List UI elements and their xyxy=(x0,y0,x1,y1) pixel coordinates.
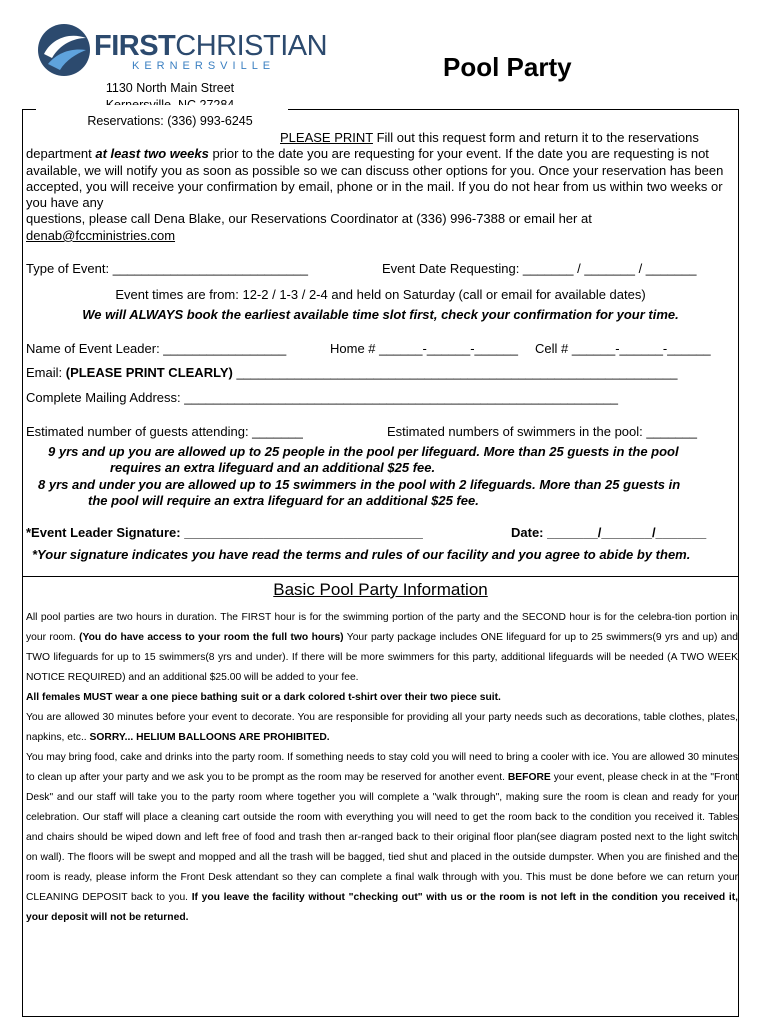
section-divider xyxy=(22,576,739,577)
rule-9-up-line2: requires an extra lifeguard and an additional $25 fee. xyxy=(110,460,436,475)
contact-line: questions, please call Dena Blake, our Reservations Coordinator at (336) 996-7388 or email her at xyxy=(26,211,592,227)
info-paragraph-decorating: You are allowed 30 minutes before your event to decorate. You are responsible for providing all your party needs such as decorations, table clothes, plates, napkins, etc.. SORRY... HELIUM BALLOONS ARE PROHIBITED. xyxy=(26,712,738,743)
event-leader-field[interactable]: Name of Event Leader: _________________ xyxy=(26,341,287,356)
mailing-address-field[interactable]: Complete Mailing Address: ____________________________________________________________ xyxy=(26,390,619,405)
please-print-label: PLEASE PRINT xyxy=(280,130,373,145)
guests-count-field[interactable]: Estimated number of guests attending: _______ xyxy=(26,424,303,439)
logo-subtitle: KERNERSVILLE xyxy=(132,60,276,72)
home-phone-field[interactable]: Home # ______-______-______ xyxy=(330,341,518,356)
event-times-text: Event times are from: 12-2 / 1-3 / 2-4 and held on Saturday (call or email for available dates) xyxy=(115,287,646,302)
email-link[interactable]: denab@fccministries.com xyxy=(26,227,176,243)
info-paragraph-cleanup: You may bring food, cake and drinks into the party room. If something needs to stay cold you will need to bring a cooler with ice. You are allowed 30 minutes to clean up after your party and we ask you to be prompt as the room may be reserved for another event. BEFORE your event, please check in at the "Front Desk" and our staff will take you to the party room where together you will complete a "walk through", making sure the room is clean and ready for your celebration. Our staff will place a cleaning cart outside the room with everything you will need to get the room back to the condition you received it. Tables and chairs should be wiped down and left free of food and trash then ar-ranged back to their original floor plan(see diagram posted next to the light switch on wall). The floors will be swept and mopped and all the trash will be bagged, tied shut and placed in the outside dumpster. When you are finished and the room is ready, please inform the Front Desk attendant so they can complete a final walk through with you. This must be done before we can return your CLEANING DEPOSIT back to you. If you leave the facility without "checking out" with us or the room is not left in the condition you received it, your deposit will not be returned. xyxy=(26,752,739,923)
pool-party-info xyxy=(26,608,738,928)
church-logo xyxy=(38,24,328,84)
rule-8-under-line1: 8 yrs and under you are allowed up to 15 swimmers in the pool with 2 lifeguards. More than 25 guests in xyxy=(38,477,681,492)
address-reservations-phone: Reservations: (336) 993-6245 xyxy=(87,114,253,128)
signature-note: *Your signature indicates you have read the terms and rules of our facility and you agree to abide by them. xyxy=(32,547,691,562)
two-weeks-emphasis: at least two weeks xyxy=(95,146,209,162)
signature-date-field[interactable]: Date: _______/_______/_______ xyxy=(511,525,707,540)
info-paragraph-swimwear: All females MUST wear a one piece bathing suit or a dark colored t-shirt over their two piece suit. xyxy=(26,692,501,703)
info-heading: Basic Pool Party Information xyxy=(273,580,488,599)
type-of-event-field[interactable]: Type of Event: ___________________________ xyxy=(26,261,308,276)
cell-phone-field[interactable]: Cell # ______-______-______ xyxy=(535,341,711,356)
address-street: 1130 North Main Street xyxy=(105,81,235,95)
intro-instructions: PLEASE PRINT Fill out this request form and return it to the reservations department at least two weeks prior to the date you are requesting for your event. If the date you are requesting is not available, we will notify you as soon as possible so we can discuss other options for you. Once your reservation has been accepted, you will receive your confirmation by email, phone or in the mail. If you do not hear from us within two weeks or you have any questions, please call Dena Blake, our Reservations Coordinator at (336) 996-7388 or email her at denab@fccministries.com xyxy=(26,130,738,244)
page-title: Pool Party xyxy=(443,52,572,82)
email-print-note: (PLEASE PRINT CLEARLY) xyxy=(65,365,233,380)
event-date-field[interactable]: Event Date Requesting: _______ / _______ / _______ xyxy=(382,261,697,276)
rule-8-under-line2: the pool will require an extra lifeguard for an additional $25 fee. xyxy=(88,493,479,508)
swimmers-count-field[interactable]: Estimated numbers of swimmers in the pool: _______ xyxy=(387,424,697,439)
booking-notice: We will ALWAYS book the earliest available time slot first, check your confirmation for your time. xyxy=(82,307,679,322)
logo-name: FIRSTCHRISTIAN xyxy=(94,30,328,62)
signature-field[interactable]: *Event Leader Signature: _________________________________ xyxy=(26,525,423,540)
logo-emblem-icon xyxy=(38,24,90,76)
rule-9-up-line1: 9 yrs and up you are allowed up to 25 people in the pool per lifeguard. More than 25 guests in the pool xyxy=(48,444,679,459)
info-paragraph-duration: All pool parties are two hours in duration. The FIRST hour is for the swimming portion of the party and the SECOND hour is for the celebra-tion portion in your room. (You do have access to your room the full two hours) Your party package includes ONE lifeguard for up to 25 swimmers(9 yrs and up) and TWO lifeguards for up to 15 swimmers(8 yrs and under). If there will be more swimmers for this party, additional lifeguards will be needed (A TWO WEEK NOTICE REQUIRED) and an additional $25.00 will be added to your fee. xyxy=(26,612,738,683)
frame-gap xyxy=(36,105,288,113)
email-field[interactable]: Email: (PLEASE PRINT CLEARLY) _____________________________________________________________ xyxy=(26,365,678,380)
